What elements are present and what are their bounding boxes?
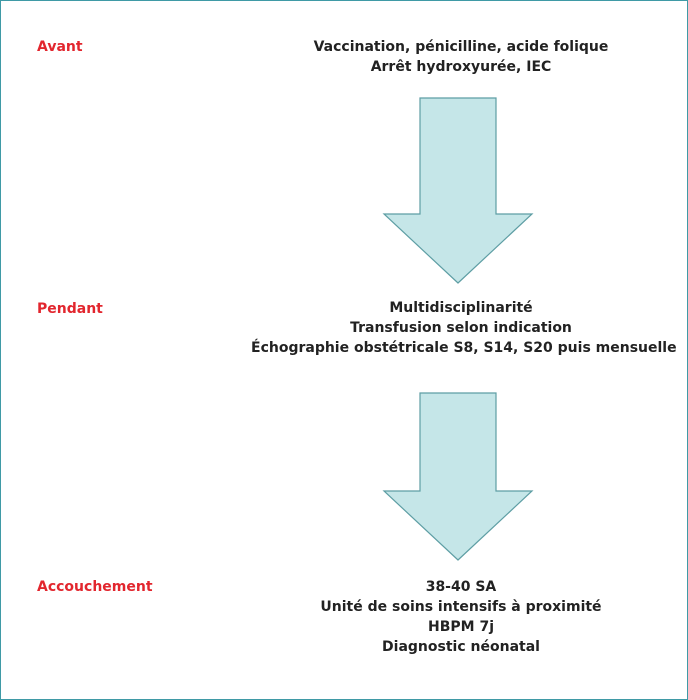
stage-line: Multidisciplinarité	[389, 300, 533, 316]
down-arrow-icon	[382, 392, 534, 562]
stage-label-accouchement: Accouchement	[37, 579, 153, 595]
stage-content-accouchement	[251, 577, 671, 657]
stage-line: Échographie obstétricale S8, S14, S20 puis mensuelle	[251, 340, 677, 356]
down-arrow-icon	[382, 97, 534, 285]
stage-content-avant	[251, 37, 671, 77]
stage-line: Diagnostic néonatal	[382, 639, 540, 655]
stage-line: HBPM 7j	[428, 619, 494, 635]
stage-label-pendant: Pendant	[37, 301, 103, 317]
stage-label-avant: Avant	[37, 39, 83, 55]
stage-content-pendant	[251, 298, 677, 358]
stage-line: Vaccination, pénicilline, acide folique	[313, 39, 609, 55]
stage-line: Unité de soins intensifs à proximité	[320, 599, 602, 615]
stage-line: 38-40 SA	[425, 579, 497, 595]
stage-line: Transfusion selon indication	[350, 320, 572, 336]
stage-line: Arrêt hydroxyurée, IEC	[370, 59, 552, 75]
